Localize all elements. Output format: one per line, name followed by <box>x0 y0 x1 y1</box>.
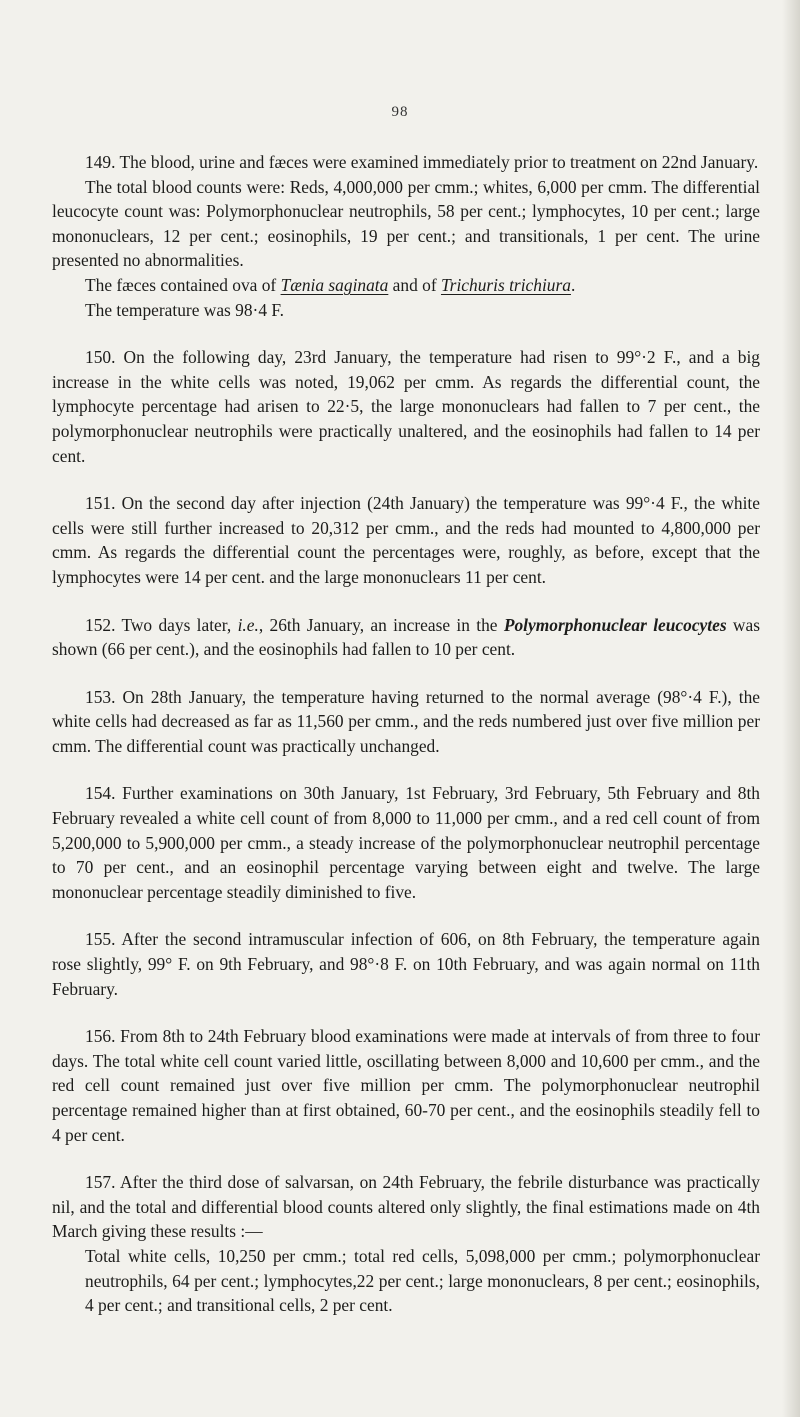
paragraph-text: On the second day after injection (24th January) the temperature was 99°·4 F., the white cells were still further increased to 20,312 per cmm., and the reds had mounted to 4,800,000 per cmm. As regards the differential count the percentages were, roughly, as before, except that the lymphocytes were 14 per cent. and the large mononuclears 11 per cent. <box>52 493 760 587</box>
document-body <box>52 150 760 1318</box>
paragraph-text: The blood, urine and fæces were examined immediately prior to treatment on 22nd January. <box>119 152 759 172</box>
paragraph-text-post: . <box>570 274 576 295</box>
paragraph-151 <box>52 491 760 589</box>
paragraph-149 <box>52 150 760 175</box>
paragraph-gap <box>52 904 760 927</box>
paragraph-154 <box>52 781 760 904</box>
paragraph-gap <box>52 662 760 685</box>
paragraph-text-pre: The fæces contained ova of <box>85 274 281 295</box>
paragraph-number: 150. <box>85 347 116 368</box>
paragraph-text-mid: , 26th January, an increase in the <box>258 614 504 635</box>
paragraph-text: On 28th January, the temperature having returned to the normal average (98°·4 F.), the white cells had decreased as far as 11,560 per cmm., and the reds numbered just over five million per cmm. The differential count was practically unchanged. <box>52 686 760 756</box>
paragraph-156 <box>52 1024 760 1147</box>
paragraph-153 <box>52 685 760 759</box>
page-number: 98 <box>391 104 409 120</box>
paragraph-150 <box>52 345 760 468</box>
paragraph-gap <box>52 322 760 345</box>
paragraph-text: From 8th to 24th February blood examinations were made at intervals of from three to four days. The total white cell count varied little, oscillating between 8,000 and 10,600 per cmm., and the red cell count remained just over five million per cmm. The polymorphonuclear neutrophil percentage remained higher than at first obtained, 60-70 per cent., and the eosinophils steadily fell to 4 per cent. <box>52 1026 760 1145</box>
paragraph-number: 152. <box>85 614 116 635</box>
paragraph-number: 149. <box>85 152 116 172</box>
paragraph-gap <box>52 1147 760 1170</box>
paragraph-number: 156. <box>85 1026 116 1047</box>
paragraph-number: 155. <box>85 929 116 950</box>
paragraph-text: The temperature was 98·4 F. <box>85 299 285 320</box>
paragraph-155 <box>52 927 760 1001</box>
paragraph-text: Further examinations on 30th January, 1st February, 3rd February, 5th February and 8th February revealed a white cell count of from 8,000 to 11,000 per cmm., and a red cell count of from 5,200,000 to 5,900,000 per cmm., a steady increase of the polymorphonuclear neutrophil percentage to 70 per cent., and an eosinophil percentage varying between eight and twelve. The large mononuclear percentage steadily diminished to five. <box>52 783 760 902</box>
paragraph-text: After the second intramuscular infection of 606, on 8th February, the temperature again rose slightly, 99° F. on 9th February, and 98°·8 F. on 10th February, and was again normal on 11th February. <box>52 929 760 999</box>
page-edge-shadow <box>782 0 800 1417</box>
species-name-trichuris: Trichuris trichiura <box>440 274 571 295</box>
paragraph-text: On the following day, 23rd January, the temperature had risen to 99°·2 F., and a big increase in the white cells was noted, 19,062 per cmm. As regards the differential count, the lymphocyte percentage had arisen to 22·5, the large mononuclears had fallen to 7 per cent., the polymorphonuclear neutrophils were practically unaltered, and the eosinophils had fallen to 14 per cent. <box>52 347 760 466</box>
paragraph-152 <box>52 613 760 662</box>
paragraph-gap <box>52 590 760 613</box>
paragraph-149-blood-counts <box>52 175 760 273</box>
paragraph-text-post: was shown (66 per cent.), and the eosinophils had fallen to 10 per cent. <box>52 614 760 660</box>
species-name-taenia: Tænia saginata <box>280 274 389 295</box>
term-polymorphonuclear-leucocytes: Polymorphonuclear leucocytes <box>503 614 727 635</box>
paragraph-number: 157. <box>85 1172 116 1193</box>
paragraph-gap <box>52 1001 760 1024</box>
paragraph-number: 153. <box>85 686 116 707</box>
paragraph-149-temperature <box>52 298 760 323</box>
paragraph-text: The total blood counts were: Reds, 4,000,000 per cmm.; whites, 6,000 per cmm. The differential leucocyte count was: Polymorphonuclear neutrophils, 58 per cent.; lymphocytes, 10 per cent.; large mononuclears, 12 per cent.; eosinophils, 19 per cent.; and transitionals, 1 per cent. The urine presented no abnormalities. <box>52 176 760 271</box>
paragraph-gap <box>52 758 760 781</box>
paragraph-157 <box>52 1170 760 1244</box>
paragraph-text-mid: and of <box>388 274 441 295</box>
paragraph-157-final-results <box>52 1244 760 1318</box>
paragraph-number: 154. <box>85 783 116 804</box>
abbreviation-ie: i.e. <box>237 614 259 635</box>
paragraph-text: Total white cells, 10,250 per cmm.; total red cells, 5,098,000 per cmm.; polymorphonuclear neutrophils, 64 per cent.; lymphocytes,22 per cent.; large mononuclears, 8 per cent.; eosinophils, 4 per cent.; and transitional cells, 2 per cent. <box>85 1245 760 1316</box>
paragraph-149-faeces <box>52 273 760 298</box>
paragraph-number: 151. <box>85 493 116 514</box>
paragraph-text: After the third dose of salvarsan, on 24th February, the febrile disturbance was practically nil, and the total and differential blood counts altered only slightly, the final estimations made on 4th March giving these results :— <box>52 1172 760 1242</box>
paragraph-gap <box>52 468 760 491</box>
paragraph-text-pre: Two days later, <box>121 614 238 635</box>
